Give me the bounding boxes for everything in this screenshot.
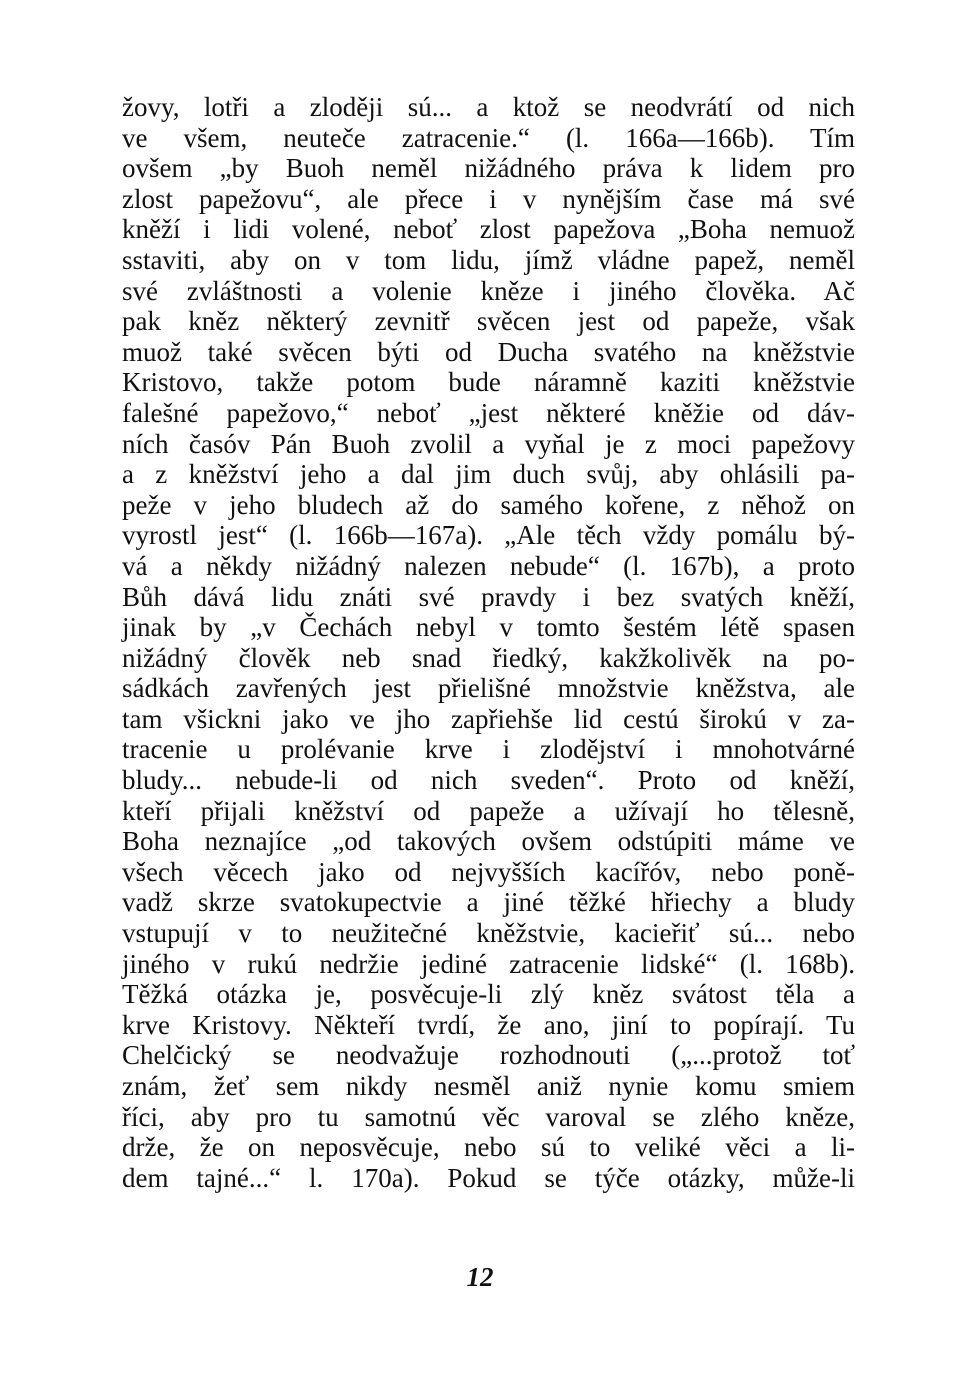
- text-line: tam všickni jako ve jho zapřiehše lid cestú širokú v za-: [122, 703, 855, 734]
- text-line: znám, žeť sem nikdy nesměl aniž nynie komu smiem: [122, 1071, 855, 1101]
- text-line: ve všem, neuteče zatracenie.“ (l. 166a—166b). Tím: [122, 122, 855, 153]
- text-line: tracenie u prolévanie krve i zlodějství i mnohotvárné: [122, 734, 855, 765]
- text-line: ovšem „by Buoh neměl nižádného práva k lidem pro: [122, 153, 855, 184]
- text-line: zlost papežovu“, ale přece i v nynějším čase má své: [122, 183, 855, 214]
- text-line: Chelčický se neodvažuje rozhodnouti („...protož toť: [122, 1040, 855, 1071]
- text-line: muož také svěcen býti od Ducha svatého na kněžstvie: [122, 336, 855, 367]
- text-line: Bůh dává lidu znáti své pravdy i bez svatých kněží,: [122, 581, 855, 612]
- text-line: vadž skrze svatokupectvie a jiné těžké hřiechy a bludy: [122, 887, 855, 918]
- text-line: Kristovo, takže potom bude náramně kaziti kněžstvie: [122, 367, 855, 398]
- text-line: vstupují v to neužitečné kněžstvie, kacieřiť sú... nebo: [122, 918, 855, 949]
- text-line: ních časóv Pán Buoh zvolil a vyňal je z moci papežovy: [122, 428, 855, 459]
- text-line: nižádný člověk neb snad řiedký, kakžkolivěk na po-: [122, 642, 855, 673]
- text-line: jinak by „v Čechách nebyl v tomto šestém létě spasen: [122, 612, 855, 643]
- text-line: kněží i lidi volené, neboť zlost papežova „Boha nemuož: [122, 214, 855, 245]
- text-line: sádkách zavřených jest přielišné množstvie kněžstva, ale: [122, 673, 855, 704]
- text-line: všech věcech jako od nejvyšších kacířóv, nebo poně-: [122, 856, 855, 887]
- body-text: [122, 92, 855, 1193]
- text-line: sstaviti, aby on v tom lidu, jímž vládne papež, neměl: [122, 244, 855, 275]
- text-line: dem tajné...“ l. 170a). Pokud se týče otázky, může-li: [122, 1162, 855, 1193]
- text-line: říci, aby pro tu samotnú věc varoval se zlého kněze,: [122, 1101, 855, 1132]
- text-line: krve Kristovy. Někteří tvrdí, že ano, jiní to popírají. Tu: [122, 1009, 855, 1040]
- text-line: pak kněz některý zevnitř svěcen jest od papeže, však: [122, 306, 855, 337]
- text-line: Těžká otázka je, posvěcuje-li zlý kněz svátost těla a: [122, 979, 855, 1010]
- text-line: peže v jeho bludech až do samého kořene, z něhož on: [122, 489, 855, 520]
- text-line: bludy... nebude-li od nich sveden“. Proto od kněží,: [122, 765, 855, 796]
- text-line: Boha neznajíce „od takových ovšem odstúpiti máme ve: [122, 826, 855, 857]
- text-line: vyrostl jest“ (l. 166b—167a). „Ale těch vždy pomálu bý-: [122, 520, 855, 551]
- text-line: vá a někdy nižádný nalezen nebude“ (l. 167b), a proto: [122, 550, 855, 581]
- page-number: 12: [466, 1262, 494, 1292]
- text-line: žovy, lotři a zloději sú... a ktož se neodvrátí od nich: [122, 92, 855, 122]
- text-line: kteří přijali kněžství od papeže a užívají ho tělesně,: [122, 795, 855, 826]
- text-line: a z kněžství jeho a dal jim duch svůj, aby ohlásili pa-: [122, 459, 855, 490]
- text-line: falešné papežovo,“ neboť „jest některé kněžie od dáv-: [122, 397, 855, 428]
- text-line: jiného v rukú nedržie jediné zatracenie lidské“ (l. 168b).: [122, 948, 855, 979]
- text-line: drže, že on neposvěcuje, nebo sú to veliké věci a li-: [122, 1132, 855, 1163]
- text-line: své zvláštnosti a volenie kněze i jiného člověka. Ač: [122, 275, 855, 306]
